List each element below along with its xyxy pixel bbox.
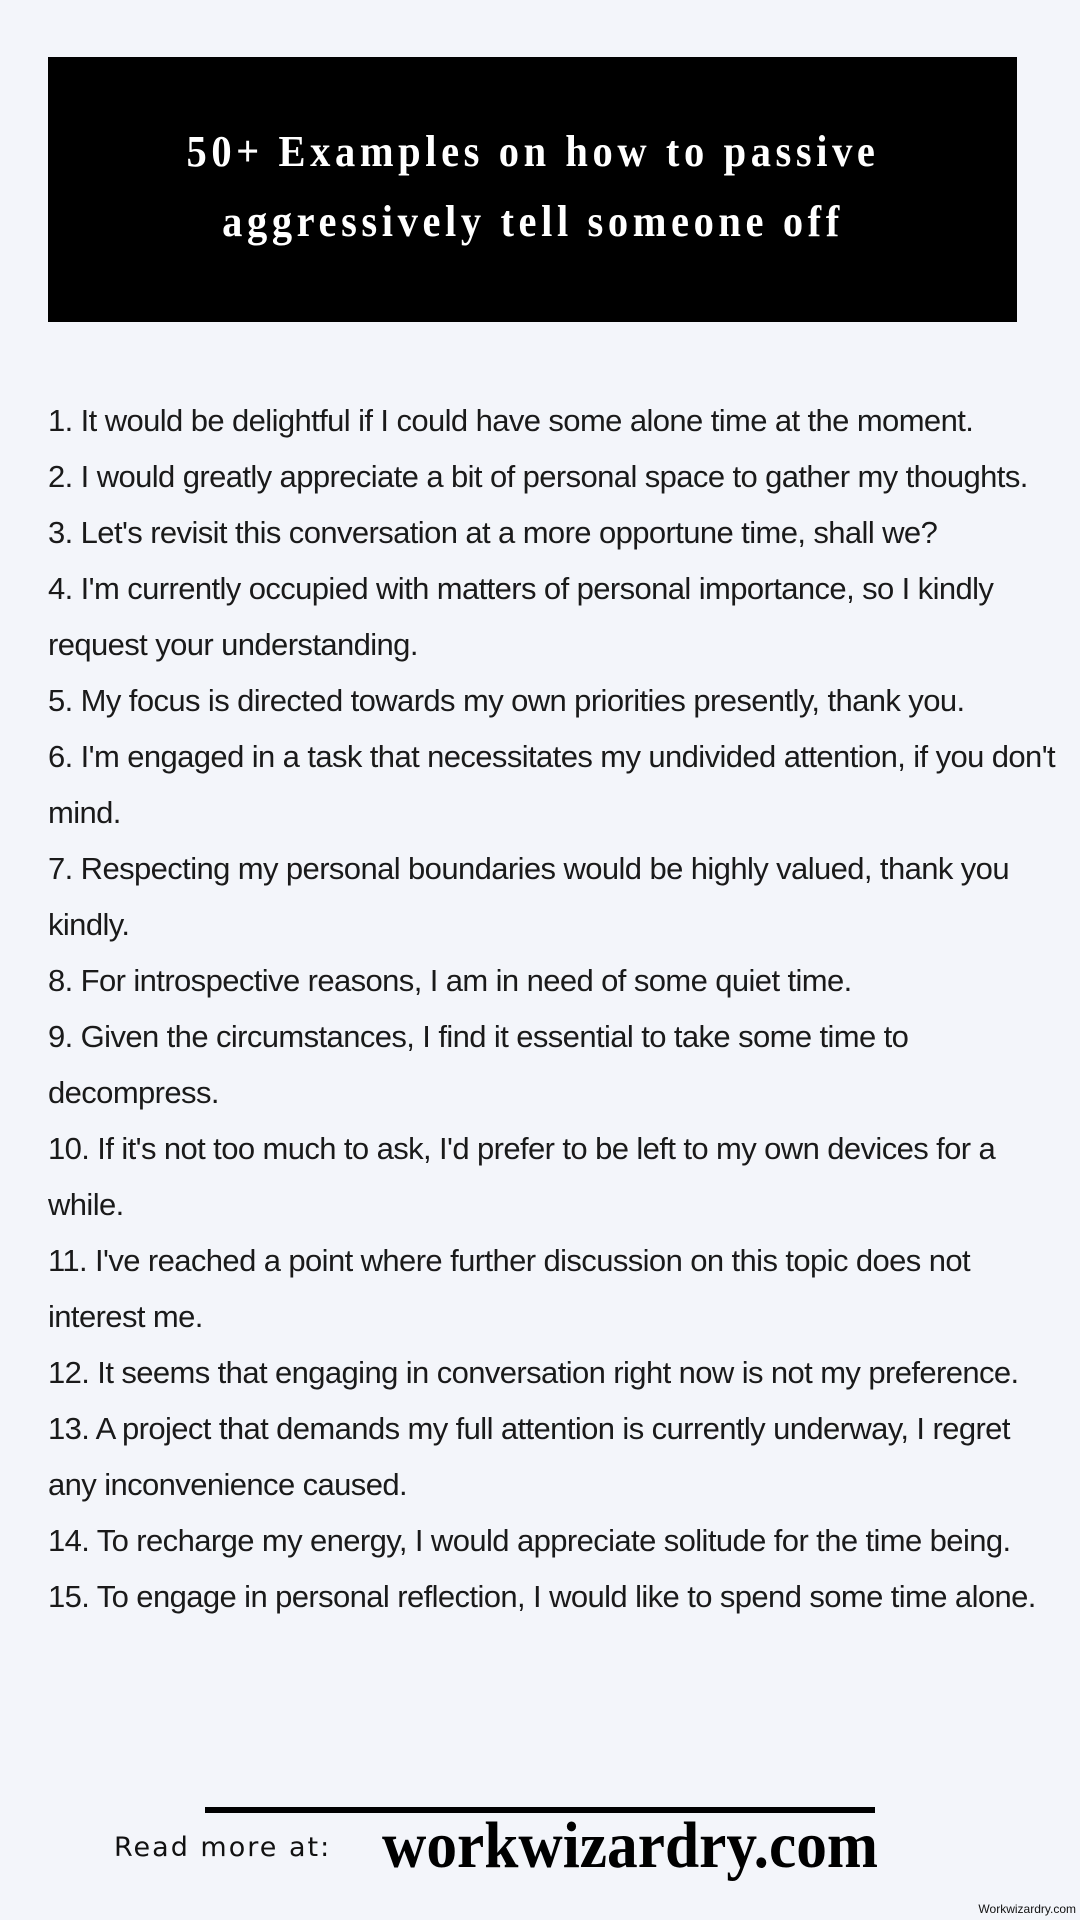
list-item: 9. Given the circumstances, I find it essential to take some time to decompress. [48,1019,909,1110]
title-banner [48,57,1017,322]
list-item: 2. I would greatly appreciate a bit of personal space to gather my thoughts. [48,459,1028,494]
list-item: 5. My focus is directed towards my own priorities presently, thank you. [48,683,965,718]
read-more-label: Read more at: [114,1832,332,1863]
watermark: Workwizardry.com [978,1902,1076,1916]
page-title: 50+ Examples on how to passive aggressively tell someone off [185,126,879,246]
list-item: 14. To recharge my energy, I would appreciate solitude for the time being. [48,1523,1011,1558]
list-item: 11. I've reached a point where further discussion on this topic does not interest me. [48,1243,970,1334]
site-link[interactable]: workwizardry.com [382,1809,879,1882]
list-item: 1. It would be delightful if I could have some alone time at the moment. [48,403,974,438]
list-item: 15. To engage in personal reflection, I would like to spend some time alone. [48,1579,1036,1614]
list-item: 6. I'm engaged in a task that necessitates my undivided attention, if you don't mind. [48,739,1056,830]
list-item: 12. It seems that engaging in conversation right now is not my preference. [48,1355,1019,1390]
list-item: 7. Respecting my personal boundaries would be highly valued, thank you kindly. [48,851,1009,942]
list-item: 8. For introspective reasons, I am in need of some quiet time. [48,963,852,998]
list-item: 3. Let's revisit this conversation at a more opportune time, shall we? [48,515,938,550]
list-item: 13. A project that demands my full attention is currently underway, I regret any inconvenience caused. [48,1411,1010,1502]
list-item: 4. I'm currently occupied with matters of personal importance, so I kindly request your understanding. [48,571,994,662]
examples-list [48,393,1058,1625]
list-item: 10. If it's not too much to ask, I'd prefer to be left to my own devices for a while. [48,1131,996,1222]
